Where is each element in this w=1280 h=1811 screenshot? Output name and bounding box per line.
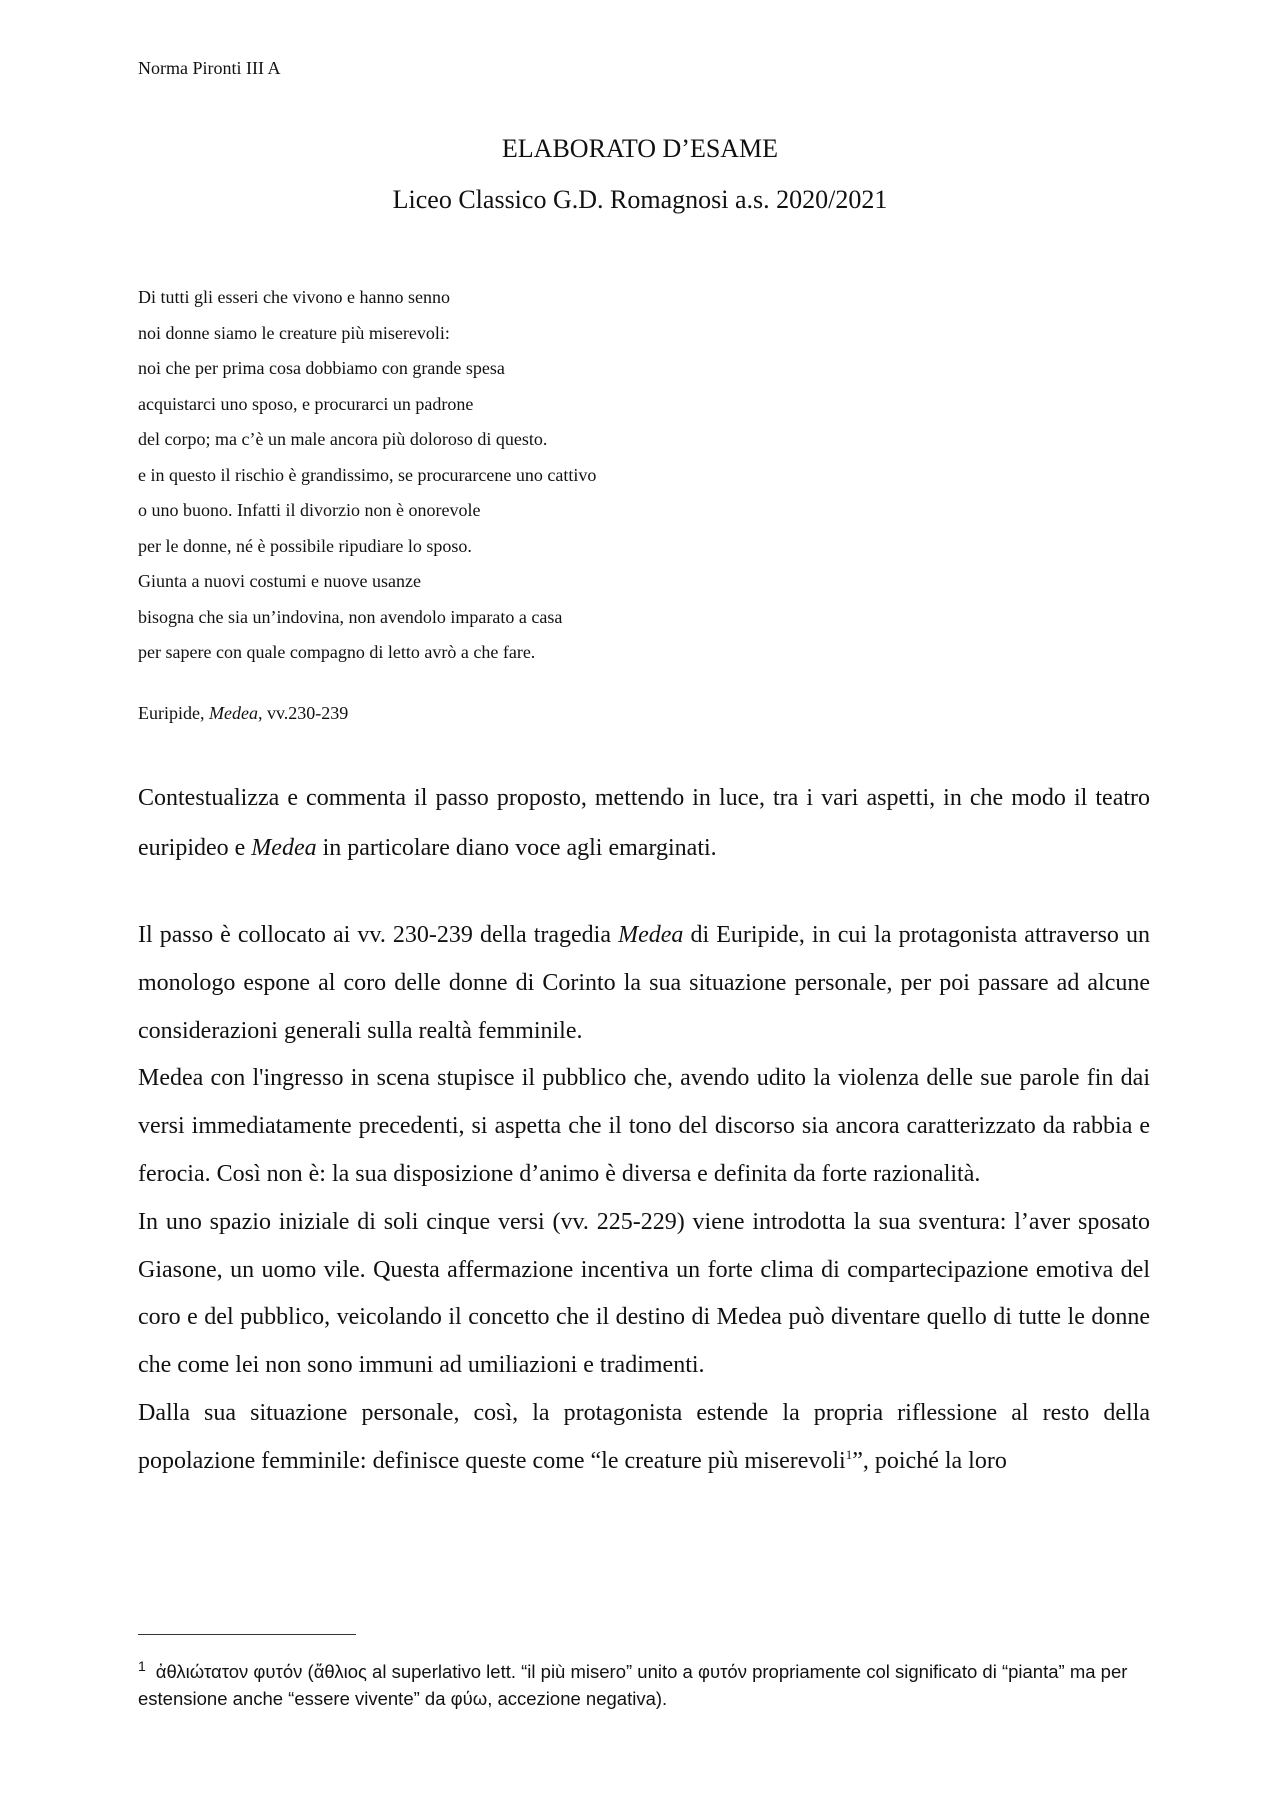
poem-line: o uno buono. Infatti il divorzio non è onorevole [138,500,481,520]
citation-verses: vv.230-239 [262,703,349,723]
poem-line: Giunta a nuovi costumi e nuove usanze [138,571,421,591]
poem-line: noi donne siamo le creature più miserevoli: [138,322,450,343]
essay-paragraph: Medea con l'ingresso in scena stupisce il pubblico che, avendo udito la violenza delle sue parole fin dai versi immediatamente precedenti, si aspetta che il tono del discorso sia ancora caratterizzato da rabbia e ferocia. Così non è: la sua disposizione d’animo è diversa e definita da forte razionalità. [138,1065,1150,1187]
prompt-text-end: in particolare diano voce agli emarginati. [316,835,717,861]
footnote-text: ἀθλιώτατον φυτόν (ἄθλιος al superlativo lett. “il più misero” unito a φυτόν propriamente col significato di “pianta” ma per estensione anche “essere vivente” da φύω, accezione negativa). [138,1661,1128,1709]
poem-citation [138,703,348,724]
paragraph-text: ”, poiché la loro [852,1447,1007,1474]
poem-line: del corpo; ma c’è un male ancora più doloroso di questo. [138,429,548,449]
poem-line: acquistarci uno sposo, e procurarci un padrone [138,393,474,414]
footnote-number: 1 [138,1657,146,1674]
footnote-reference[interactable]: 1 [845,1446,853,1462]
citation-author: Euripide, [138,703,209,723]
paragraph-work-title: Medea [618,922,684,948]
poem-line: noi che per prima cosa dobbiamo con grande spesa [138,358,505,378]
paragraph-text: Il passo è collocato ai vv. 230-239 della tragedia [138,922,619,948]
footnote [138,1658,1150,1712]
poem-excerpt [138,280,596,671]
document-title: ELABORATO D’ESAME [501,134,779,163]
document-subtitle: Liceo Classico G.D. Romagnosi a.s. 2020/2021 [392,185,888,214]
prompt-work-title: Medea [251,835,317,861]
poem-line: per sapere con quale compagno di letto avrò a che fare. [138,642,536,662]
paragraph-text: Dalla sua situazione personale, così, la protagonista estende la propria riflessione al resto della popolazione femminile: definisce queste come “le creature più miserevoli [138,1399,1150,1474]
essay-paragraph [138,1390,1150,1486]
author-header: Norma Pironti III A [138,58,281,78]
poem-line: per le donne, né è possibile ripudiare lo sposo. [138,535,472,556]
prompt-text: Contestualizza e commenta il passo proposto, mettendo in luce, tra i vari aspetti, in che modo il teatro euripideo e [138,785,1150,861]
poem-line: Di tutti gli esseri che vivono e hanno senno [138,287,450,307]
essay-paragraph [138,912,1150,1055]
paragraph-text: di Euripide, in cui la protagonista attraverso un monologo espone al coro delle donne di Corinto la sua situazione personale, per poi passare ad alcune considerazioni generali sulla realtà femminile. [138,922,1151,1044]
essay-paragraph: In uno spazio iniziale di soli cinque versi (vv. 225-229) viene introdotta la sua sventura: l’aver sposato Giasone, un uomo vile. Questa affermazione incentiva un forte clima di compartecipazione emotiva del coro e del pubblico, veicolando il concetto che il destino di Medea può diventare quello di tutte le donne che come lei non sono immuni ad umiliazioni e tradimenti. [138,1208,1150,1379]
exam-prompt [138,773,1150,873]
essay-body [138,912,1150,1486]
citation-work: Medea, [208,703,263,723]
footnote-divider [138,1634,356,1635]
poem-line: e in questo il rischio è grandissimo, se procurarcene uno cattivo [138,464,597,485]
poem-line: bisogna che sia un’indovina, non avendolo imparato a casa [138,606,563,627]
